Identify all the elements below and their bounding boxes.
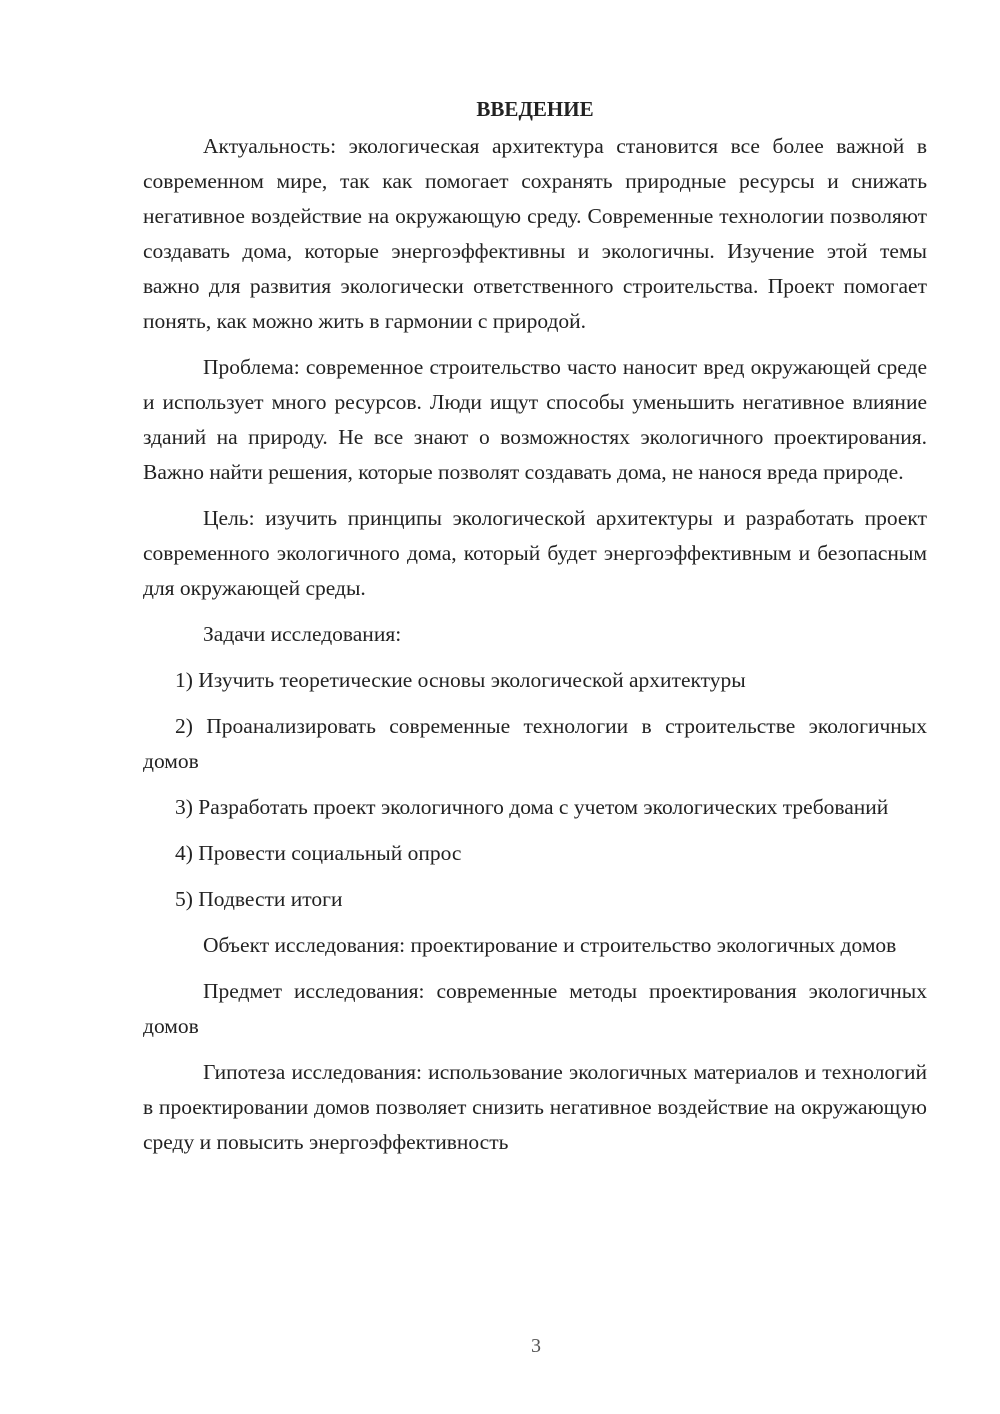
task-item-2: 2) Проанализировать современные технологии в строительстве экологичных домов <box>143 714 927 773</box>
problem-paragraph: Проблема: современное строительство часто наносит вред окружающей среде и использует много ресурсов. Люди ищут способы уменьшить негативное влияние зданий на природу. Не все знают о возможностях экологичного проектирования. Важно найти решения, которые позволят создавать дома, не нанося вреда природе. <box>143 355 927 484</box>
page-number: 3 <box>531 1335 541 1357</box>
task-item-4: 4) Провести социальный опрос <box>175 841 462 865</box>
page-title: ВВЕДЕНИЕ <box>476 97 594 121</box>
task-item-5: 5) Подвести итоги <box>175 887 343 911</box>
goal-paragraph: Цель: изучить принципы экологической архитектуры и разработать проект современного экологичного дома, который будет энергоэффективным и безопасным для окружающей среды. <box>143 506 927 600</box>
document-page <box>143 92 927 1160</box>
task-item-3: 3) Разработать проект экологичного дома с учетом экологических требований <box>175 795 889 819</box>
hypothesis-paragraph: Гипотеза исследования: использование экологичных материалов и технологий в проектировании домов позволяет снизить негативное воздействие на окружающую среду и повысить энергоэффективность <box>143 1060 927 1154</box>
relevance-paragraph: Актуальность: экологическая архитектура становится все более важной в современном мире, так как помогает сохранять природные ресурсы и снижать негативное воздействие на окружающую среду. Современные технологии позволяют создавать дома, которые энергоэффективны и экологичны. Изучение этой темы важно для развития экологически ответственного строительства. Проект помогает понять, как можно жить в гармонии с природой. <box>143 134 927 333</box>
subject-paragraph: Предмет исследования: современные методы проектирования экологичных домов <box>143 979 927 1038</box>
object-paragraph: Объект исследования: проектирование и строительство экологичных домов <box>203 933 897 957</box>
tasks-title: Задачи исследования: <box>203 622 402 646</box>
task-item-1: 1) Изучить теоретические основы экологической архитектуры <box>175 668 746 692</box>
